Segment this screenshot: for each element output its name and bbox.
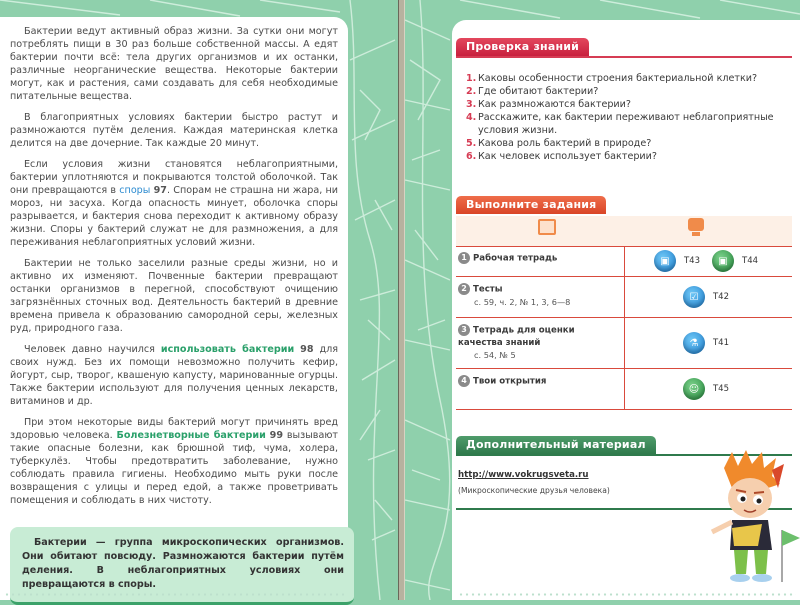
section-underline (456, 56, 792, 58)
flask-disc-icon[interactable]: ⚗ (683, 332, 705, 354)
question-number: 2. (466, 86, 477, 97)
question-number: 6. (466, 151, 477, 162)
boy-mascot-illustration (702, 450, 800, 590)
question-list (466, 72, 790, 163)
left-page (0, 17, 348, 600)
question-text: Как человек использует бактерии? (478, 151, 657, 162)
task-row (456, 369, 792, 410)
key-term: споры (119, 185, 151, 196)
computer-icon (688, 218, 704, 231)
task-name: Тесты (473, 284, 503, 295)
task-description (456, 277, 618, 308)
task-number-badge: 3 (458, 324, 470, 336)
question-number: 4. (466, 112, 477, 123)
text-segment: В благоприятных условиях бактерии быстро растут и размножаются путём деления. Каждая материнская клетка делится на две дочерние. Так каждые 20 минут. (10, 112, 338, 149)
text-segment: Бактерии не только заселили разные среды жизни, но и активно их изменяют. Почвенные бактерии превращают останки организмов в перегной, способствуют очищению загрязнённых сточных вод. Деятельность бактерий в древние времена привела к образованию самородной серы, железных руд, природного газа. (10, 258, 338, 334)
question-item (466, 111, 790, 137)
task-name: Рабочая тетрадь (473, 253, 558, 264)
question-text: Какова роль бактерий в природе? (478, 138, 652, 149)
task-number-badge: 2 (458, 283, 470, 295)
text-segment: . Спорам не страшна ни жара, ни мороз, ни засуха. Когда опасность минует, оболочка споры разрывается, и бактерия снова переходит к активному образу жизни. Споры у бактерий служат не для размножения, а для переживания неблагоприятных условий жизни. (10, 185, 338, 248)
question-text: Расскажите, как бактерии переживают неблагоприятные условия жизни. (478, 112, 774, 136)
media-reference[interactable]: 99 (269, 430, 284, 441)
paragraph (10, 343, 338, 408)
paragraph (10, 416, 338, 507)
tasks-table (456, 246, 792, 410)
task-resources (624, 246, 792, 276)
text-segment: Человек давно научился (24, 344, 161, 355)
resource-link[interactable]: http://www.vokrugsveta.ru (458, 470, 589, 480)
disc-green-icon[interactable]: ▣ (712, 250, 734, 272)
question-item (466, 72, 790, 85)
question-item (466, 98, 790, 111)
task-name: Тетрадь для оценки качества знаний (458, 325, 575, 348)
resource-code: Т44 (742, 256, 759, 266)
paragraph (10, 257, 338, 335)
text-segment: вызывают такие опасные болезни, как брюшной тиф, чума, холера, туберкулёз. Чтобы предотвратить заболевание, нужно соблюдать правила гигиены. Необходимо мыть руки после возвращения с улицы и перед едой, а также проветривать помещения и соблюдать в них чистоту. (10, 430, 338, 506)
task-resources (624, 318, 792, 368)
resource-code: Т41 (712, 338, 729, 348)
page-bottom-border (4, 593, 344, 596)
question-item (466, 150, 790, 163)
question-number: 1. (466, 73, 477, 84)
resource-code: Т42 (712, 292, 729, 302)
text-segment: Бактерии ведут активный образ жизни. За сутки они могут потреблять пищи в 30 раз больше собственной массы. А едят бактерии почти всё: тела других организмов и их останки, различные неорганические вещества. Некоторые бактерии могут, как и растения, сами создавать для себя необходимые питательные вещества. (10, 26, 338, 102)
text-segment: Если условия жизни становятся неблагоприятными, бактерии уплотняются и покрываются толстой оболочкой. Так они превращаются в (10, 159, 338, 196)
question-text: Где обитают бактерии? (478, 86, 599, 97)
task-reference: с. 54, № 5 (474, 349, 516, 360)
question-item (466, 137, 790, 150)
task-name: Твои открытия (473, 376, 547, 387)
question-text: Каковы особенности строения бактериальной клетки? (478, 73, 758, 84)
resource-note: (Микроскопические друзья человека) (458, 486, 610, 495)
text-segment: для своих нужд. Без их помощи невозможно получить кефир, йогурт, сыр, творог, квашеную капусту, маринованные огурцы. Также бактерии используют для получения ценных лекарств, витаминов и др. (10, 344, 338, 407)
question-item (466, 85, 790, 98)
question-number: 5. (466, 138, 477, 149)
key-term: использовать бактерии (160, 344, 295, 355)
key-term: Болезнетворные бактерии (116, 430, 266, 441)
section-header-tasks: Выполните задания (456, 196, 606, 214)
task-resources (624, 369, 792, 409)
text-segment: При этом некоторые виды бактерий могут причинять вред здоровью человека. (10, 417, 338, 441)
question-text: Как размножаются бактерии? (478, 99, 631, 110)
main-text (10, 25, 338, 515)
task-number-badge: 1 (458, 252, 470, 264)
task-description (456, 318, 618, 361)
task-resources (624, 277, 792, 317)
task-number-badge: 4 (458, 375, 470, 387)
section-header-additional: Дополнительный материал (456, 436, 656, 454)
disc-blue-icon[interactable]: ▣ (654, 250, 676, 272)
media-reference[interactable]: 98 (300, 344, 314, 355)
paragraph (10, 111, 338, 150)
task-row (456, 318, 792, 369)
resource-code: Т45 (712, 384, 729, 394)
smiley-disc-icon[interactable]: ☺ (683, 378, 705, 400)
section-header-check: Проверка знаний (456, 38, 589, 56)
task-description (456, 246, 618, 265)
paragraph (10, 158, 338, 249)
checkbox-disc-icon[interactable]: ☑ (683, 286, 705, 308)
book-spine (398, 0, 405, 600)
paragraph (10, 25, 338, 103)
task-row (456, 277, 792, 318)
media-reference[interactable]: 97 (153, 185, 167, 196)
summary-box: Бактерии — группа микроскопических организмов. Они обитают повсюду. Размножаются бактерии путём деления. В неблагоприятных условиях они превращаются в споры. (10, 527, 354, 605)
page-bottom-border (458, 593, 796, 596)
book-icon (538, 219, 556, 235)
tasks-icon-header (456, 216, 792, 247)
task-row (456, 246, 792, 277)
resource-code: Т43 (683, 256, 700, 266)
task-reference: с. 59, ч. 2, № 1, 3, 6—8 (474, 296, 571, 307)
task-description (456, 369, 618, 388)
question-number: 3. (466, 99, 477, 110)
right-page (452, 20, 800, 600)
